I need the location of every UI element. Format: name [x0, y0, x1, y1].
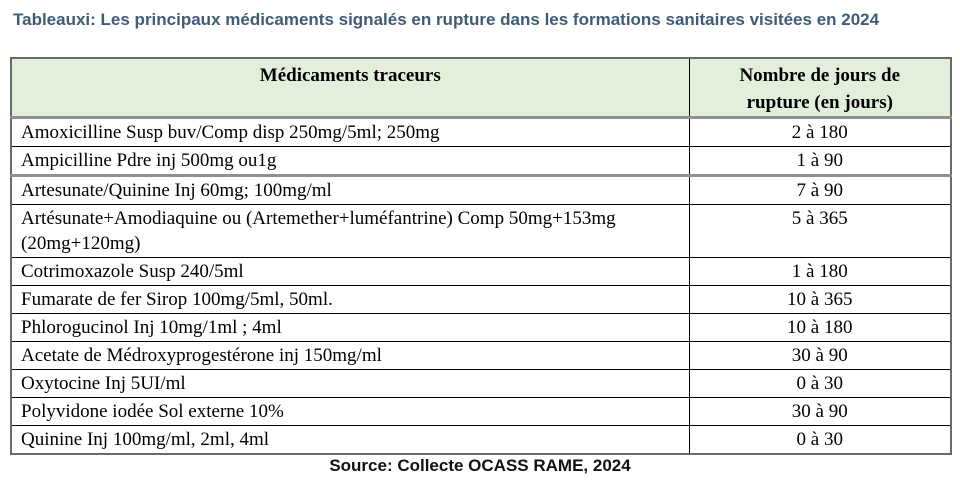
jours-rupture-cell: 10 à 180: [689, 314, 951, 342]
medicament-cell: Oxytocine Inj 5UI/ml: [11, 370, 689, 398]
jours-rupture-cell: 1 à 180: [689, 258, 951, 286]
table-row: [11, 314, 951, 342]
header-jours-rupture: [689, 58, 951, 118]
table-row: [11, 258, 951, 286]
header-jours-line2: rupture (en jours): [746, 92, 893, 113]
medicament-cell: Quinine Inj 100mg/ml, 2ml, 4ml: [11, 426, 689, 455]
medicament-cell: Amoxicilline Susp buv/Comp disp 250mg/5ml; 250mg: [11, 118, 689, 147]
jours-rupture-cell: 5 à 365: [689, 205, 951, 258]
medicament-cell: Phlorogucinol Inj 10mg/1ml ; 4ml: [11, 314, 689, 342]
jours-rupture-cell: 0 à 30: [689, 370, 951, 398]
table-row: [11, 118, 951, 147]
table-row: [11, 205, 951, 258]
table-row: [11, 147, 951, 176]
table-body: [11, 118, 951, 455]
medicament-cell: Polyvidone iodée Sol externe 10%: [11, 398, 689, 426]
table-row: [11, 426, 951, 455]
table-row: [11, 342, 951, 370]
source-caption: Source: Collecte OCASS RAME, 2024: [329, 456, 631, 475]
medicament-cell: Artésunate+Amodiaquine ou (Artemether+luméfantrine) Comp 50mg+153mg (20mg+120mg): [11, 205, 689, 258]
header-row: [11, 58, 951, 118]
jours-rupture-cell: 10 à 365: [689, 286, 951, 314]
medicaments-table: [10, 57, 952, 455]
medicament-cell: Ampicilline Pdre inj 500mg ou1g: [11, 147, 689, 176]
jours-rupture-cell: 30 à 90: [689, 342, 951, 370]
table-row: [11, 398, 951, 426]
jours-rupture-cell: 0 à 30: [689, 426, 951, 455]
jours-rupture-cell: 1 à 90: [689, 147, 951, 176]
header-medicaments: Médicaments traceurs: [11, 58, 689, 118]
table-row: [11, 176, 951, 205]
jours-rupture-cell: 7 à 90: [689, 176, 951, 205]
jours-rupture-cell: 30 à 90: [689, 398, 951, 426]
table-row: [11, 370, 951, 398]
header-jours-line1: Nombre de jours de: [739, 65, 901, 86]
medicament-cell: Fumarate de fer Sirop 100mg/5ml, 50ml.: [11, 286, 689, 314]
table-caption-title: Tableauxi: Les principaux médicaments signalés en rupture dans les formations sanitaires visitées en 2024: [13, 10, 880, 29]
medicament-cell: Cotrimoxazole Susp 240/5ml: [11, 258, 689, 286]
medicament-cell: Acetate de Médroxyprogestérone inj 150mg/ml: [11, 342, 689, 370]
table-row: [11, 286, 951, 314]
medicament-cell: Artesunate/Quinine Inj 60mg; 100mg/ml: [11, 176, 689, 205]
jours-rupture-cell: 2 à 180: [689, 118, 951, 147]
